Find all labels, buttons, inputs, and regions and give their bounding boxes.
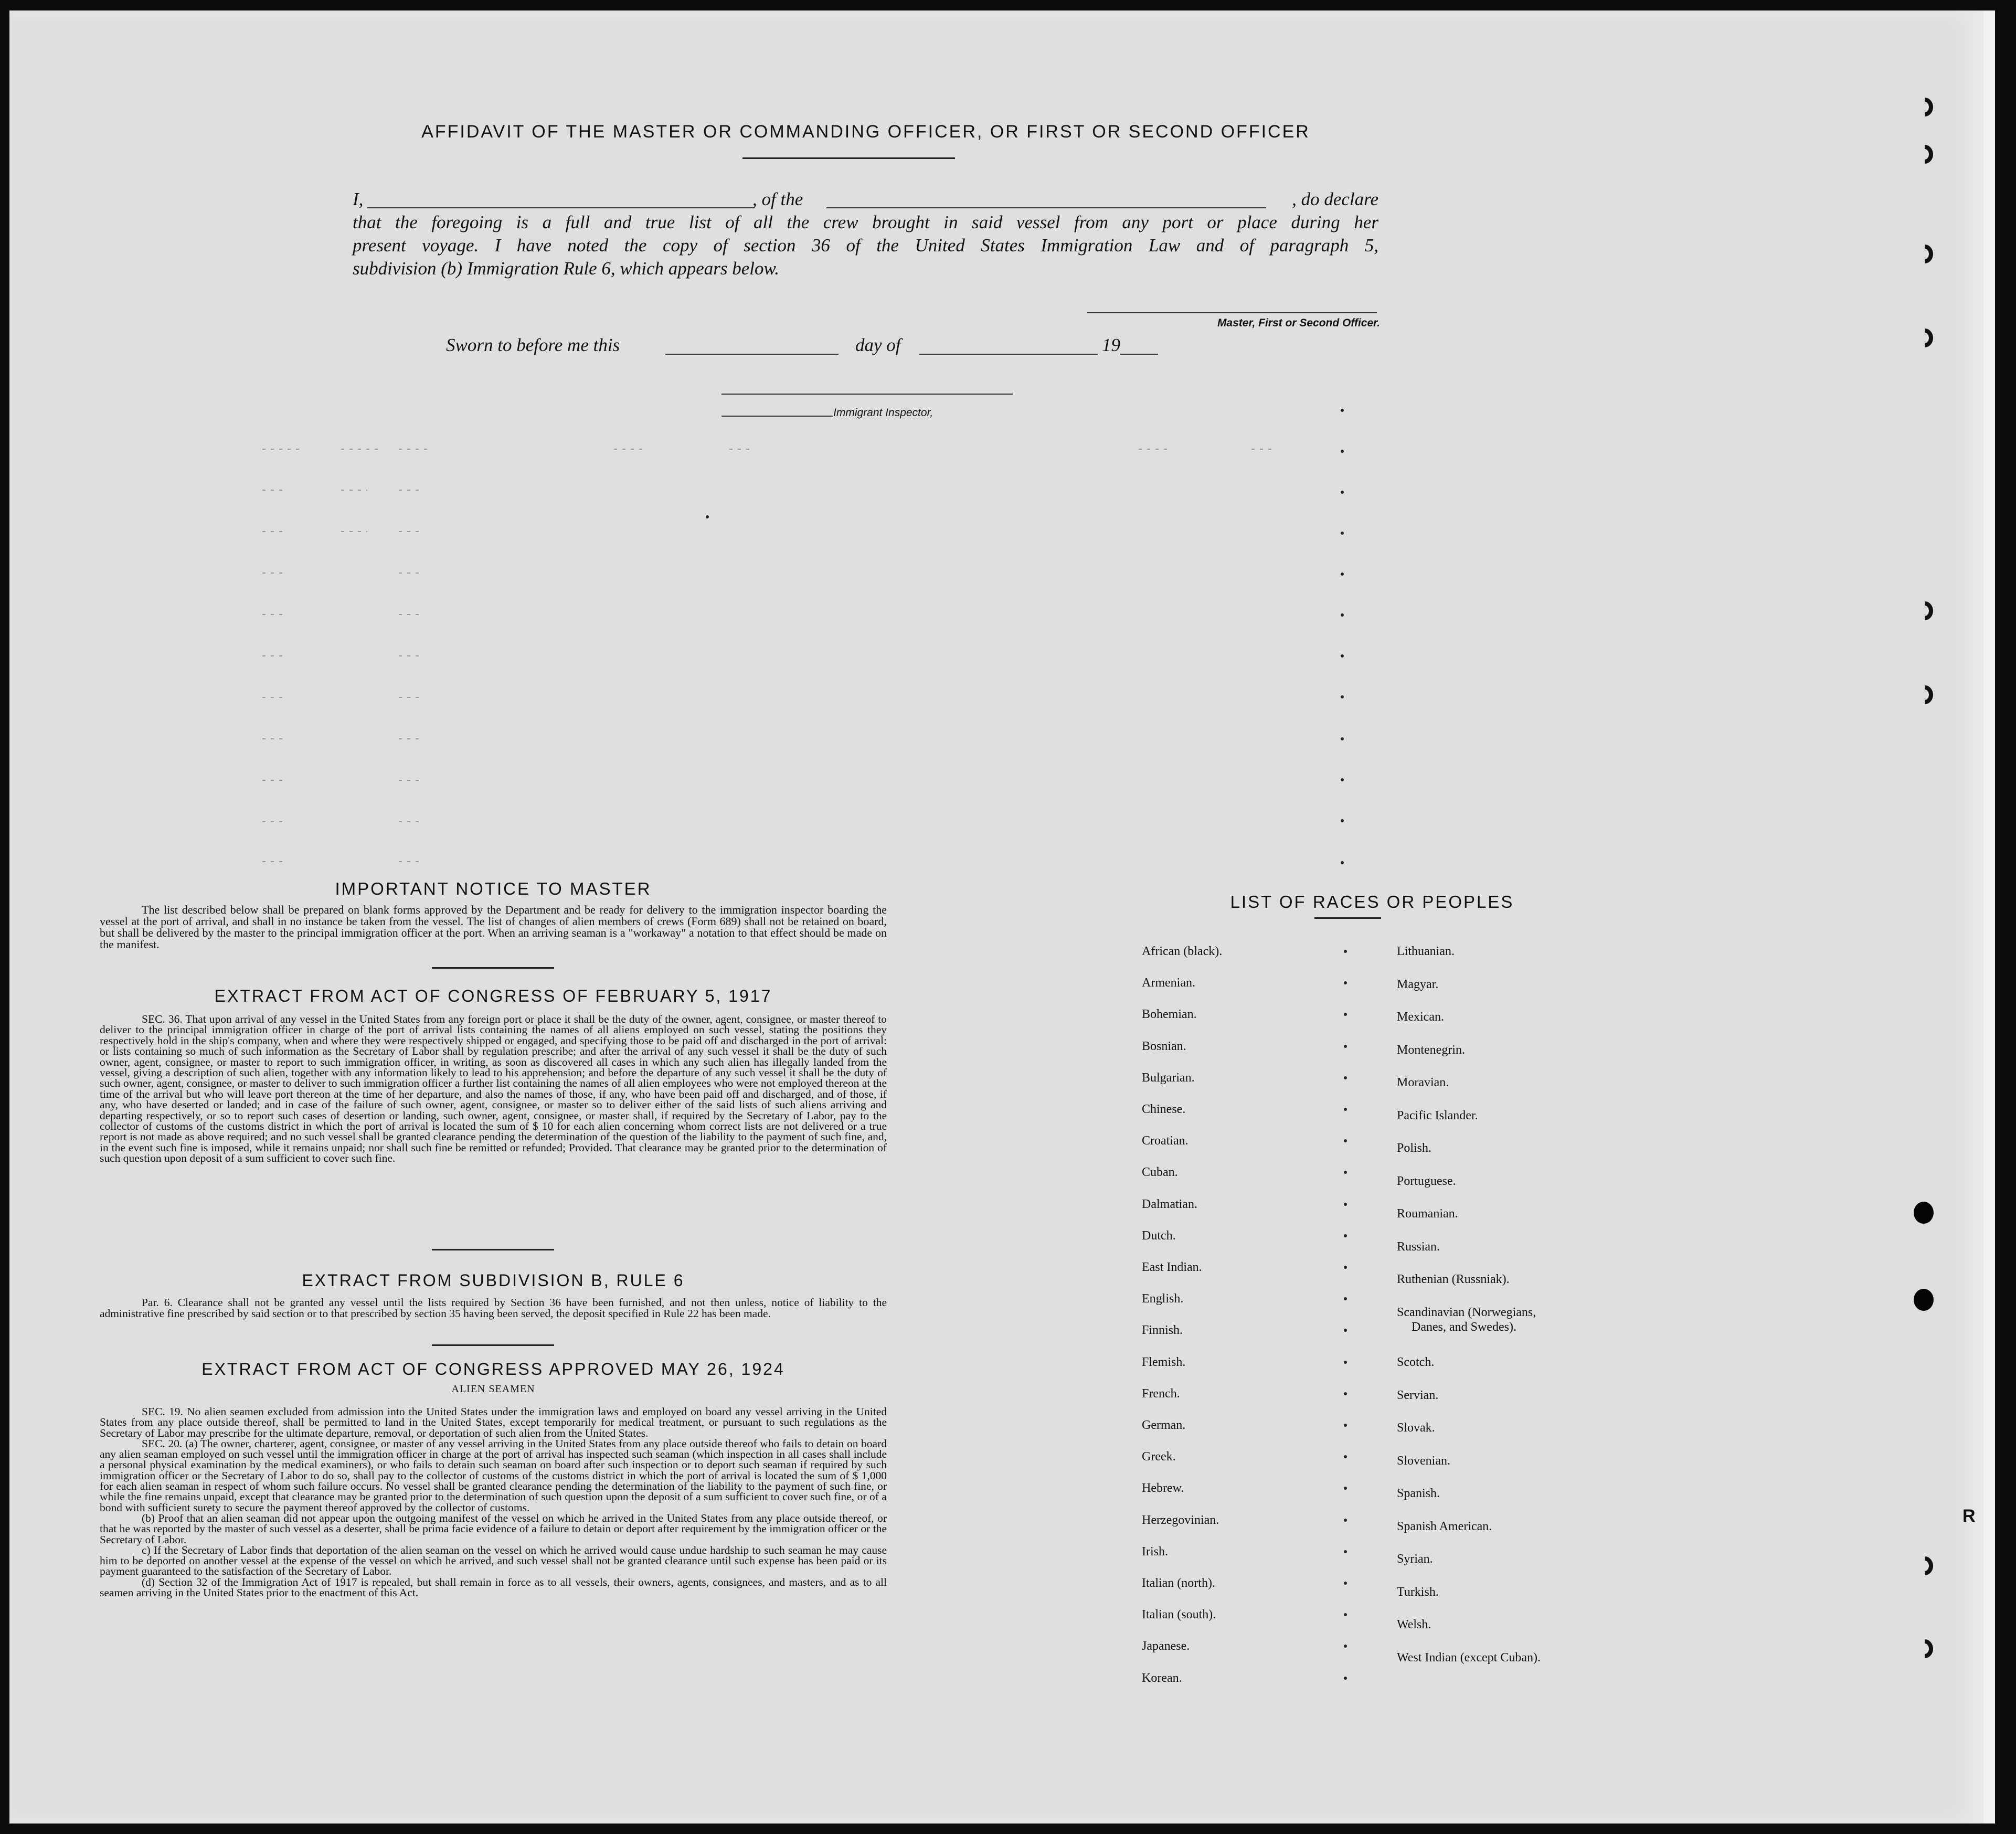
race-item: Turkish. xyxy=(1397,1585,1439,1599)
race-item: Hebrew. xyxy=(1142,1481,1184,1496)
sec-20b: (b) Proof that an alien seaman did not appear upon the outgoing manifest of the vessel on which he arrived in the United States from any place outside thereof, or that he was reported by the master of such vessel as a deserter, shall be prima facie evidence of a failure to detain or deport after requirement by the immigration officer or the Secretary of Labor. xyxy=(100,1511,887,1546)
race-item: French. xyxy=(1142,1386,1180,1401)
race-dot xyxy=(1344,1203,1347,1206)
margin-dot-2 xyxy=(1914,1289,1934,1311)
race-dot xyxy=(1344,950,1347,953)
races-divider xyxy=(1314,917,1381,919)
decl-of-the: , of the xyxy=(752,189,803,209)
race-dot xyxy=(1344,1424,1347,1427)
race-dot xyxy=(1344,1613,1347,1616)
extract-1917-title: EXTRACT FROM ACT OF CONGRESS OF FEBRUARY 5, 1917 xyxy=(214,987,772,1005)
race-item: Chinese. xyxy=(1142,1102,1186,1116)
extract-1924-subtitle: ALIEN SEAMEN xyxy=(451,1383,535,1395)
decl-do-declare: , do declare xyxy=(1292,189,1378,209)
race-item: Slovak. xyxy=(1397,1421,1435,1435)
extract-1917-text: SEC. 36. That upon arrival of any vessel in the United States from any foreign port or place it shall be the duty of the owner, agent, consignee, or master thereof to deliver to the principal immigration officer in charge of the port of arrival lists containing the names of all aliens employed on such vessel, stating the positions they respectively hold in the ship's company, when and where they were respectively shipped or engaged, and specifying those to be paid off and discharged in the port of arrival: or lists containing so much of such information as the Secretary of Labor shall by regulation prescribe; and after the arrival of any such vessel it shall be the duty of such owner, agent, consignee, or master to report to such immigration officer, in writing, as soon as discovered all cases in which any such alien has illegally landed from the vessel, giving a description of such alien, together with any information likely to lead to his apprehension; and before the departure of any such vessel it shall be the duty of such owner, agent, consignee, or master to deliver to such immigration officer a further list containing the names of all alien employees who were not employed thereon at the time of the arrival but who will leave port thereon at the time of her departure, and also the names of those, if any, who have been paid off and discharged, and of those, if any, who have deserted or landed; and in case of the failure of such owner, agent, consignee, or master so to deliver either of the said lists of such aliens arriving and departing respectively, or so to report such cases of desertion or landing, such owner, agent, consignee, or master shall, if required by the Secretary of Labor, pay to the collector of customs of the customs district in which the port of arrival is located the sum of $ 10 for each alien concerning whom correct lists are not delivered or a true report is not made as above required; and no such vessel shall be granted clearance pending the determination of the question of the liability to the payment of such fine, and, in the event such fine is imposed, while it remains unpaid; nor shall such fine be remitted or refunded; Provided. That clearance may be granted prior to the determination of such question upon deposit of a sum sufficient to cover such fine. xyxy=(100,1013,887,1165)
race-item: Moravian. xyxy=(1397,1076,1449,1089)
extract-rule6-title: EXTRACT FROM SUBDIVISION B, RULE 6 xyxy=(302,1271,685,1290)
race-item: Armenian. xyxy=(1142,976,1195,990)
race-dot xyxy=(1344,1392,1347,1395)
race-dot xyxy=(1344,1361,1347,1364)
race-item: Dalmatian. xyxy=(1142,1197,1197,1211)
race-item: Irish. xyxy=(1142,1544,1168,1559)
race-item: East Indian. xyxy=(1142,1260,1202,1274)
race-item: Japanese. xyxy=(1142,1639,1190,1653)
race-dot xyxy=(1344,1297,1347,1300)
extract-1924-title: EXTRACT FROM ACT OF CONGRESS APPROVED MAY 26, 1924 xyxy=(201,1360,785,1379)
race-item: Scotch. xyxy=(1397,1355,1435,1369)
races-title: LIST OF RACES OR PEOPLES xyxy=(1230,892,1514,911)
affidavit-title: AFFIDAVIT OF THE MASTER OR COMMANDING OFFICER, OR FIRST OR SECOND OFFICER xyxy=(421,122,1310,142)
race-item: German. xyxy=(1142,1418,1186,1432)
race-item: Bosnian. xyxy=(1142,1039,1186,1053)
race-item: Danes, and Swedes). xyxy=(1412,1320,1516,1334)
race-item: Dutch. xyxy=(1142,1228,1176,1243)
sworn-day-of: day of xyxy=(855,335,901,355)
declaration-line-2: that the foregoing is a full and true list of all the crew brought in said vessel from any port or place during her xyxy=(353,212,1378,232)
race-dot xyxy=(1344,1582,1347,1585)
race-item: Russian. xyxy=(1397,1239,1440,1254)
race-item: Magyar. xyxy=(1397,977,1439,991)
race-dot xyxy=(1344,1519,1347,1522)
race-item: Welsh. xyxy=(1397,1618,1431,1631)
sworn-prefix: Sworn to before me this xyxy=(446,335,620,355)
race-item: Syrian. xyxy=(1397,1552,1433,1566)
races-left-column xyxy=(1142,943,1383,1689)
race-dot xyxy=(1344,1108,1347,1111)
race-item: West Indian (except Cuban). xyxy=(1397,1650,1541,1665)
race-item: Herzegovinian. xyxy=(1142,1513,1219,1527)
race-dot xyxy=(1344,1171,1347,1174)
extract-1917-divider xyxy=(432,1249,554,1250)
races-right-column xyxy=(1397,943,1691,1689)
notice-divider xyxy=(432,967,554,969)
sec-20a: SEC. 20. (a) The owner, charterer, agent, consignee, or master of any vessel arriving in the United States from any place outside thereof who fails to detain on board any alien seaman employed on such vessel until the immigration officer in charge at the port of arrival has inspected such seaman (which inspection in all cases shall include a personal physical examination by the medical examiners), or who fails to detain such seaman on board after such inspection or to deport such seaman if required by such immigration officer or the Secretary of Labor to do so, shall pay to the collector of customs of the customs district in which the port of arrival is located the sum of $ 1,000 for each alien seaman in respect of whom such failure occurs. No vessel shall be granted clearance pending the determination of the liability to the payment of such fine, or while the fine remains unpaid, except that clearance may be granted prior to the determination of such question upon the deposit of a sum sufficient to cover such fine, or of a bond with sufficient surety to secure the payment thereof approved by the collector of customs. xyxy=(100,1437,887,1514)
race-item: Italian (north). xyxy=(1142,1576,1215,1590)
race-item: African (black). xyxy=(1142,945,1223,958)
binder-hole-marks xyxy=(1889,89,1994,1716)
race-dot xyxy=(1344,1013,1347,1016)
race-item: Slovenian. xyxy=(1397,1454,1450,1468)
race-item: Lithuanian. xyxy=(1397,945,1455,958)
race-item: Croatian. xyxy=(1142,1134,1189,1148)
race-item: Mexican. xyxy=(1397,1010,1444,1024)
race-dot xyxy=(1344,1550,1347,1553)
sec-19: SEC. 19. No alien seamen excluded from admission into the United States under the immigration laws and employed on board any vessel arriving in the United States from any place outside thereof, shall be permitted to land in the United States, except temporarily for medical treatment, or pursuant to such regulations as the Secretary of Labor may prescribe for the ultimate departure, removal, or deportation of such alien from the United States. xyxy=(100,1405,887,1439)
declaration-line-3: present voyage. I have noted the copy of section 36 of the United States Immigration Law and of paragraph 5, xyxy=(353,235,1378,256)
race-item: Roumanian. xyxy=(1397,1207,1458,1221)
faded-crew-list-rows xyxy=(0,0,2016,892)
declaration-line-4: subdivision (b) Immigration Rule 6, which appears below. xyxy=(353,258,780,279)
sec-20d: (d) Section 32 of the Immigration Act of 1917 is repealed, but shall remain in force as to all vessels, their owners, agents, consignees, and masters, and as to all seamen arriving in the United States prior to the enactment of this Act. xyxy=(100,1575,887,1599)
notice-title: IMPORTANT NOTICE TO MASTER xyxy=(335,879,652,898)
notice-text: The list described below shall be prepared on blank forms approved by the Department and be ready for delivery to the immigration inspector boarding the vessel at the port of arrival, and shall in no instance be taken from the vessel. The list of changes of alien members of crews (Form 689) shall not be retained on board, but shall be delivered by the master to the principal immigration officer at the port. When an arriving seaman is a "workaway" a notation to that effect should be made on the manifest. xyxy=(100,903,887,951)
race-item: Servian. xyxy=(1397,1388,1439,1402)
race-item: Korean. xyxy=(1142,1671,1182,1685)
race-item: Cuban. xyxy=(1142,1165,1178,1180)
race-item: Portuguese. xyxy=(1397,1174,1456,1188)
race-item: Bulgarian. xyxy=(1142,1070,1195,1085)
race-item: Polish. xyxy=(1397,1141,1432,1155)
race-item: Ruthenian (Russniak). xyxy=(1397,1273,1510,1286)
race-item: Finnish. xyxy=(1142,1323,1183,1338)
decl-i: I, xyxy=(353,189,364,209)
race-item: Bohemian. xyxy=(1142,1008,1197,1022)
race-dot xyxy=(1344,1234,1347,1237)
extract-rule6-text: Par. 6. Clearance shall not be granted any vessel until the lists required by Section 36 have been furnished, and not then unless, notice of liability to the administrative fine prescribed by said section or to that prescribed by section 35 having been served, the deposit specified in Rule 22 has been made. xyxy=(100,1296,887,1320)
sworn-year: 19 xyxy=(1102,335,1120,355)
extract-rule6-divider xyxy=(432,1344,554,1346)
margin-dot-1 xyxy=(1914,1202,1934,1224)
signature-caption: Master, First or Second Officer. xyxy=(1217,317,1380,329)
race-dot xyxy=(1344,1677,1347,1680)
race-item: Greek. xyxy=(1142,1450,1176,1464)
extract-1924-text xyxy=(100,1406,887,1598)
race-dot xyxy=(1344,1487,1347,1490)
race-item: English. xyxy=(1142,1292,1184,1306)
margin-mark: R xyxy=(1962,1506,1976,1526)
race-item: Flemish. xyxy=(1142,1355,1186,1369)
race-item: Spanish American. xyxy=(1397,1519,1492,1533)
race-item: Spanish. xyxy=(1397,1487,1440,1500)
race-dot xyxy=(1344,1139,1347,1142)
race-dot xyxy=(1344,1645,1347,1648)
race-item: Montenegrin. xyxy=(1397,1043,1465,1057)
race-dot xyxy=(1344,1076,1347,1079)
race-dot xyxy=(1344,1455,1347,1458)
race-dot xyxy=(1344,1329,1347,1332)
sec-20c: c) If the Secretary of Labor finds that deportation of the alien seaman on the vessel on which he arrived would cause undue hardship to such seaman he may cause him to be deported on another vessel at the expense of the vessel on which he arrived, and such vessel shall not be granted clearance until such expense has been paid or its payment guaranteed to the satisfaction of the Secretary of Labor. xyxy=(100,1543,887,1578)
inspector-caption: Immigrant Inspector, xyxy=(833,407,933,419)
race-item: Scandinavian (Norwegians, xyxy=(1397,1305,1536,1319)
race-dot xyxy=(1344,981,1347,984)
race-dot xyxy=(1344,1266,1347,1269)
race-item: Italian (south). xyxy=(1142,1608,1216,1622)
race-item: Pacific Islander. xyxy=(1397,1108,1478,1122)
race-dot xyxy=(1344,1045,1347,1048)
